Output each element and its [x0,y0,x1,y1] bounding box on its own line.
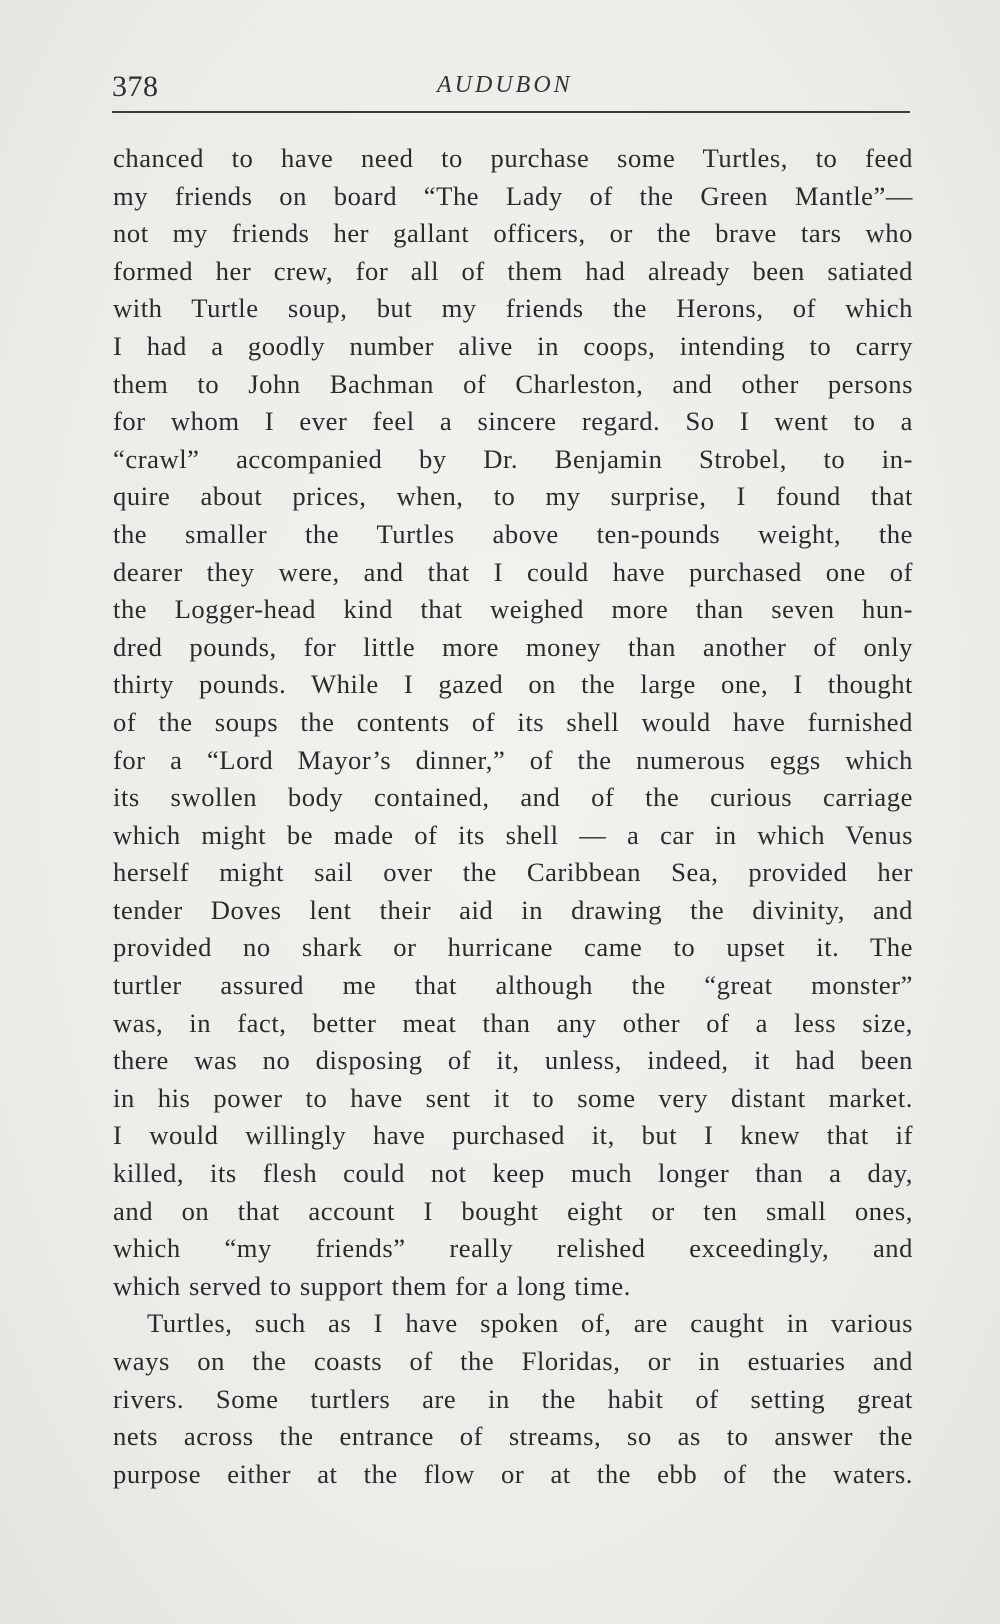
text-line: not my friends her gallant officers, or the brave tars who [113,218,913,249]
text-line: dred pounds, for little more money than another of only [113,631,913,662]
text-line: ways on the coasts of the Floridas, or in estuaries and [113,1346,913,1376]
text-line: provided no shark or hurricane came to upset it. The [113,932,913,963]
text-line: formed her crew, for all of them had already been satiated [113,255,913,286]
text-line: chanced to have need to purchase some Turtles, to feed [113,143,913,173]
text-line: herself might sail over the Caribbean Sea, provided her [113,857,913,888]
text-line: there was no disposing of it, unless, indeed, it had been [113,1045,913,1076]
text-line: tender Doves lent their aid in drawing the divinity, and [113,894,913,925]
header-rule [112,111,910,113]
text-line: them to John Bachman of Charleston, and other persons [113,368,913,399]
text-line: with Turtle soup, but my friends the Herons, of which [113,293,913,324]
text-line: I would willingly have purchased it, but I knew that if [113,1120,913,1151]
text-line: nets across the entrance of streams, so as to answer the [113,1421,913,1452]
text-line: in his power to have sent it to some very distant market. [113,1082,913,1113]
text-line: rivers. Some turtlers are in the habit of setting great [113,1383,913,1414]
running-head [112,64,912,104]
text-line: for whom I ever feel a sincere regard. So I went to a [113,406,913,437]
text-line-paragraph-start: Turtles, such as I have spoken of, are caught in various [147,1308,913,1339]
text-line: dearer they were, and that I could have purchased one of [113,556,913,587]
text-line: killed, its flesh could not keep much longer than a day, [113,1158,913,1189]
text-line: the Logger-head kind that weighed more than seven hun- [113,594,913,625]
text-line: its swollen body contained, and of the curious carriage [113,782,913,813]
text-line: of the soups the contents of its shell would have furnished [113,706,913,737]
page-number: 378 [112,70,159,103]
text-line: thirty pounds. While I gazed on the large one, I thought [113,669,913,700]
text-line: for a “Lord Mayor’s dinner,” of the numerous eggs which [113,744,913,775]
text-line: the smaller the Turtles above ten-pounds weight, the [113,518,913,549]
body-text [113,140,913,1493]
text-line: purpose either at the flow or at the ebb of the waters. [113,1458,913,1489]
text-line: and on that account I bought eight or ten small ones, [113,1195,913,1226]
text-line: quire about prices, when, to my surprise, I found that [113,481,913,512]
text-line: turtler assured me that although the “great monster” [113,970,913,1001]
running-title: AUDUBON [437,72,573,98]
text-line: “crawl” accompanied by Dr. Benjamin Strobel, to in- [113,443,913,474]
text-line: which might be made of its shell — a car in which Venus [113,819,913,850]
text-line: was, in fact, better meat than any other of a less size, [113,1007,913,1038]
text-line: I had a goodly number alive in coops, intending to carry [113,330,913,361]
text-line-paragraph-end: which served to support them for a long time. [113,1270,631,1301]
text-line: which “my friends” really relished exceedingly, and [113,1233,913,1264]
text-line: my friends on board “The Lady of the Green Mantle”— [113,180,913,211]
